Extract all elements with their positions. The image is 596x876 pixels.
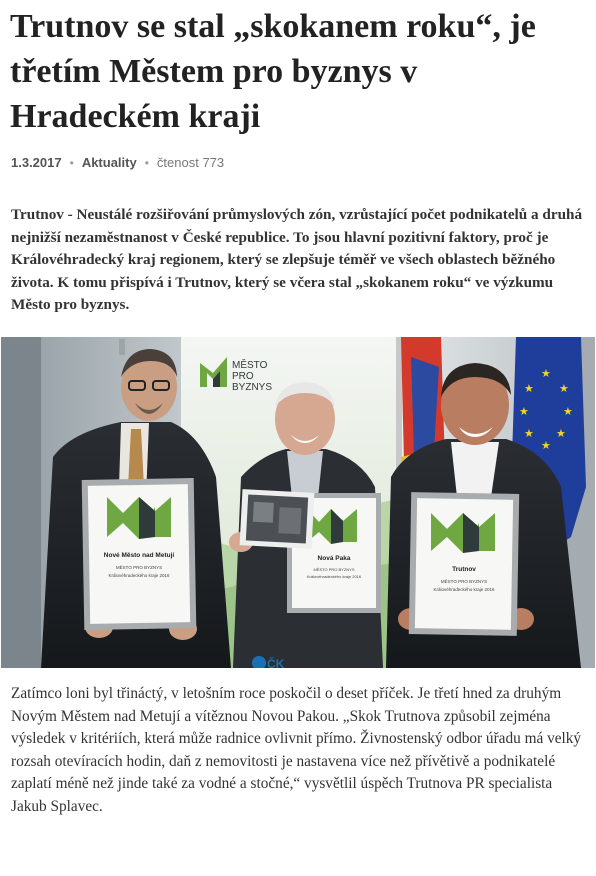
article-photo — [1, 337, 595, 668]
svg-text:★: ★ — [563, 405, 573, 418]
svg-text:★: ★ — [556, 427, 566, 440]
publish-date: 1.3.2017 — [11, 155, 62, 170]
certificate-right — [409, 492, 519, 636]
svg-text:★: ★ — [541, 439, 551, 452]
certificate-subtitle: Královéhradeckého kraje 2016 — [108, 573, 170, 578]
category-link[interactable]: Aktuality — [81, 155, 137, 170]
article-lead: Trutnov - Neustálé rozšiřování průmyslových zón, vzrůstající počet podnikatelů a druhá nejnižší nezaměstnanost v České republice. To jsou hlavní pozitivní faktory, proč je Královéhradecký kraj regionem, který se zlepšuje téměř ve všech oblastech běžného života. K tomu přispívá i Trutnov, který se včera stal „skokanem roku“ ve výzkumu Město pro byznys. — [11, 206, 583, 313]
certificate-subtitle: Královéhradeckého kraje 2016 — [306, 574, 362, 579]
certificate-subtitle: Královéhradeckého kraje 2016 — [433, 587, 495, 592]
article-meta — [11, 155, 224, 170]
certificate-title: MĚSTO PRO BYZNYS — [440, 579, 488, 584]
sponsor-logo-text: ČK — [267, 657, 285, 668]
certificate-town: Nová Paka — [317, 555, 351, 562]
article-body: Zatímco loni byl třináctý, v letošním roce poskočil o deset příček. Je třetí hned za druhým Novým Městem nad Metují a vítěznou Novou Pakou. „Skok Trutnova způsobil zejména výsledek v kritériích, která může radnice ovlivnit přímo. Živnostenský odbor úřadu má velký rozsah otevíracích hodin, daň z nemovitosti je nastavena více než přívětivě a podnikatelé zaplatí méně než jinde také za vodné a stočné,“ vysvětlil úspěch Trutnova PR specialista Jakub Splavec. — [11, 685, 582, 815]
svg-text:★: ★ — [524, 427, 534, 440]
certificate-title: MĚSTO PRO BYZNYS — [115, 565, 163, 570]
certificate-title: MĚSTO PRO BYZNYS — [313, 567, 355, 572]
award-ceremony-photo — [1, 337, 595, 668]
svg-text:★: ★ — [559, 382, 569, 395]
certificate-town: Trutnov — [452, 566, 476, 573]
banner-logo-line: PRO — [232, 371, 254, 382]
framed-photo — [240, 489, 315, 549]
meta-separator: • — [144, 155, 149, 170]
banner-logo-line: BYZNYS — [232, 382, 273, 393]
read-count: čtenost 773 — [156, 155, 225, 170]
meta-separator: • — [69, 155, 74, 170]
banner-logo-line: MĚSTO — [232, 360, 268, 371]
article-title: Trutnov se stal „skokanem roku“, je třetím Městem pro byznys v Hradeckém kraji — [10, 8, 536, 135]
svg-text:★: ★ — [541, 367, 551, 380]
svg-text:★: ★ — [524, 382, 534, 395]
svg-text:★: ★ — [519, 405, 529, 418]
certificate-left — [82, 478, 197, 630]
certificate-town: Nové Město nad Metují — [103, 552, 175, 559]
